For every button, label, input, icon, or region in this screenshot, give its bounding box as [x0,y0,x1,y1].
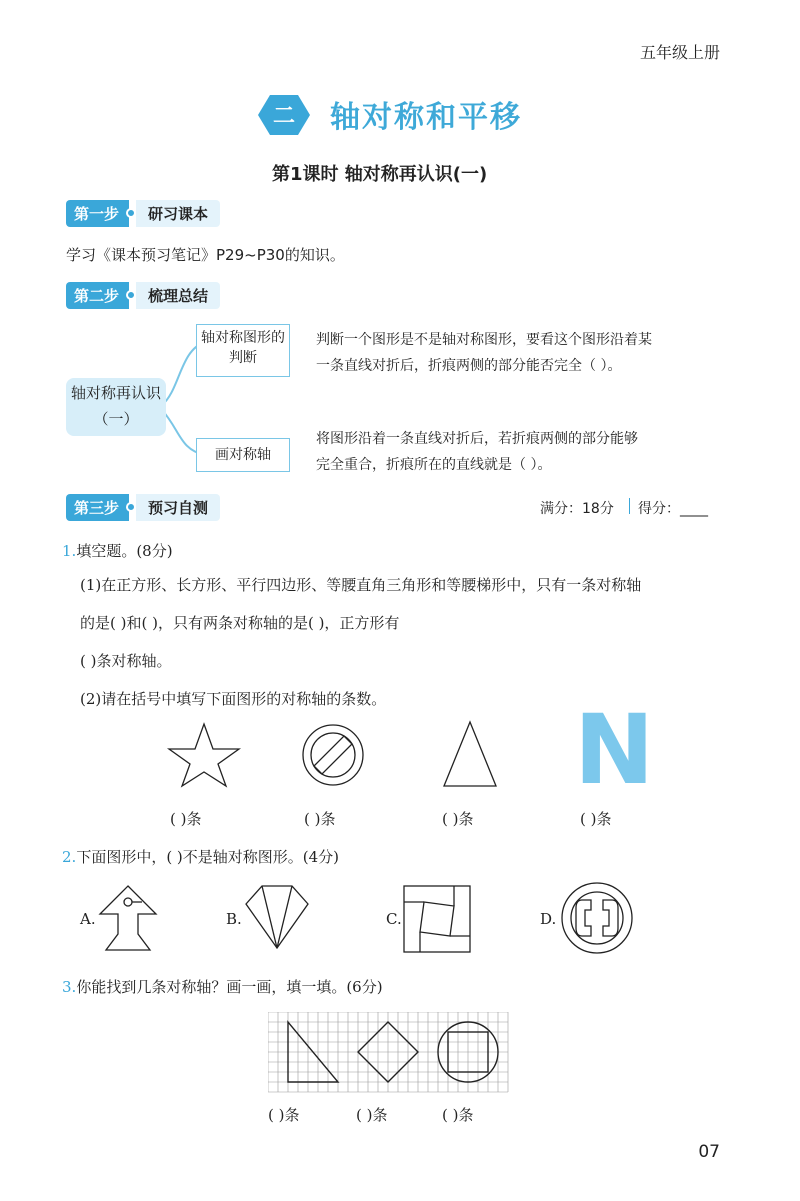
mindmap-center: 轴对称再认识（一） [66,378,166,436]
step-dot-icon [126,290,136,300]
step1-text: 学习《课本预习笔记》P29~P30的知识。 [66,246,345,264]
step3-name: 预习自测 [136,494,220,521]
step2-tag: 第二步 [66,282,129,309]
step3-tag: 第三步 [66,494,129,521]
unit-title: 轴对称和平移 [330,100,522,135]
step2-name: 梳理总结 [136,282,220,309]
q1-heading [62,540,173,561]
branch1-text-1: 判断一个图形是不是轴对称图形，要看这个图形沿着某 [316,332,652,348]
option-c-shape [402,884,472,954]
option-a-shape [98,884,158,952]
q3-blank-2: ( )条 [356,1106,388,1124]
q2-heading [62,846,339,867]
q1-blank-4: ( )条 [580,810,612,828]
step2-header [66,282,220,308]
step1-name: 研习课本 [136,200,220,227]
q1-title: 填空题。(8分) [76,542,173,560]
step1-tag: 第一步 [66,200,129,227]
branch2-label: 画对称轴 [196,438,290,472]
option-a-label: A. [80,910,96,928]
q1-blank-2: ( )条 [304,810,336,828]
score-divider [629,498,630,514]
grade-label: 五年级上册 [639,43,720,62]
branch2-text-2: 完全重合，折痕所在的直线就是（ ）。 [316,457,552,473]
q3-grid [268,1012,512,1096]
branch2-text-1: 将图形沿着一条直线对折后，若折痕两侧的部分能够 [316,431,638,447]
letter-n-shape: N [574,694,655,806]
q1-p1b: 的是( )和( )，只有两条对称轴的是( )，正方形有 [80,614,400,632]
full-score: 满分：18分 [540,501,614,517]
option-b-shape [244,884,310,950]
unit-number: 二 [272,104,296,129]
q1-p1a: (1)在正方形、长方形、平行四边形、等腰直角三角形和等腰梯形中，只有一条对称轴 [80,576,642,594]
got-score: 得分：____ [638,501,708,517]
star-shape [166,722,242,788]
q3-heading [62,976,383,997]
q1-p2: (2)请在括号中填写下面图形的对称轴的条数。 [80,690,387,708]
lesson-title: 第1课时 轴对称再认识(一) [272,164,488,185]
option-b-label: B. [226,910,242,928]
q3-blank-1: ( )条 [268,1106,300,1124]
step-dot-icon [126,502,136,512]
option-c-label: C. [386,910,402,928]
q2-title: 下面图形中，( )不是轴对称图形。(4分) [76,848,340,866]
step-dot-icon [126,208,136,218]
page-number: 07 [698,1142,720,1162]
step3-header [66,494,220,520]
q2-number: 2. [62,848,77,866]
branch1-label: 轴对称图形的判断 [196,324,290,377]
option-d-shape [558,880,636,956]
q3-number: 3. [62,978,77,996]
no-entry-sign-shape [300,722,366,788]
unit-badge-icon [258,93,310,137]
option-d-label: D. [540,910,557,928]
q3-title: 你能找到几条对称轴？画一画，填一填。(6分) [76,978,383,996]
triangle-shape [440,720,500,788]
branch1-text-2: 一条直线对折后，折痕两侧的部分能否完全（ ）。 [316,358,622,374]
q3-blank-3: ( )条 [442,1106,474,1124]
q1-p1c: ( )条对称轴。 [80,652,172,670]
q1-blank-1: ( )条 [170,810,202,828]
step1-header [66,200,220,226]
q1-number: 1. [62,542,77,560]
q1-blank-3: ( )条 [442,810,474,828]
